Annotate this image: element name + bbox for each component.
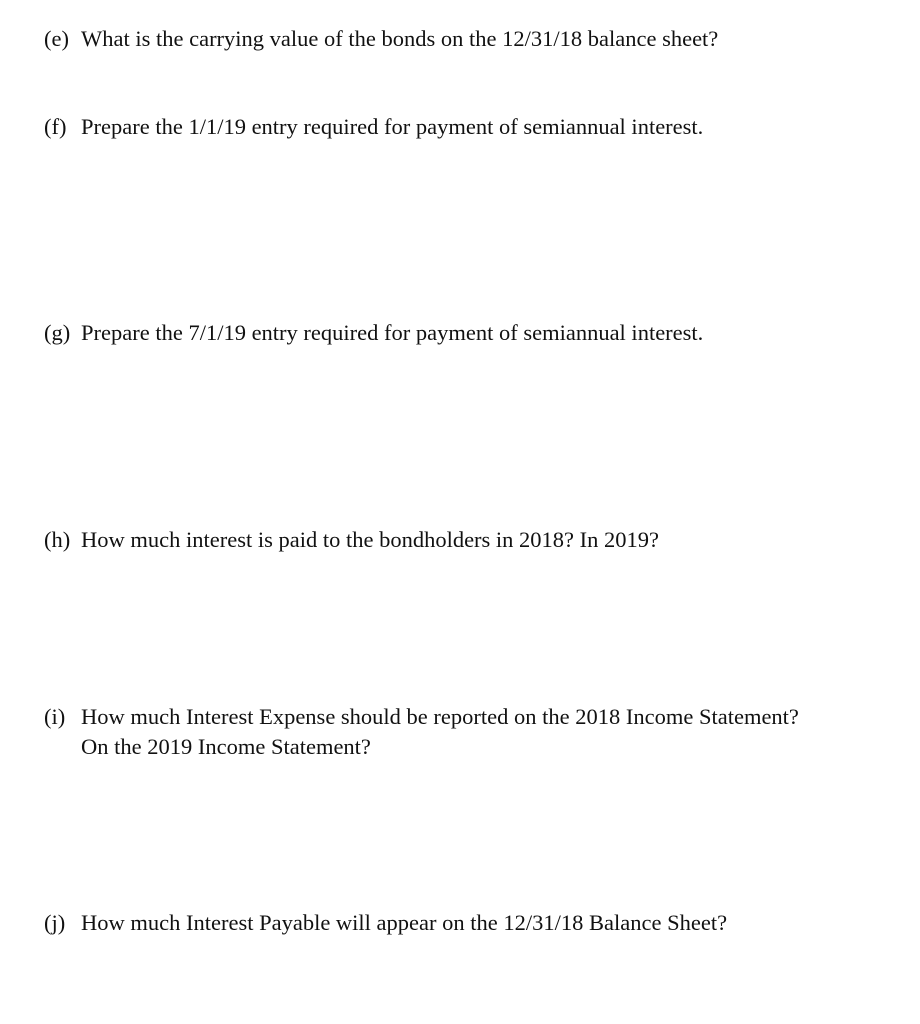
question-label: (g) [44,320,71,345]
question-text: How much interest is paid to the bondholders in 2018? In 2019? [81,527,660,552]
question-label: (h) [44,527,71,552]
question-h [44,525,884,555]
question-label: (i) [44,704,66,729]
question-e [44,24,884,54]
question-text: How much Interest Expense should be reported on the 2018 Income Statement? [81,704,799,729]
question-g [44,318,884,348]
question-text: Prepare the 7/1/19 entry required for payment of semiannual interest. [81,320,704,345]
question-text: What is the carrying value of the bonds on the 12/31/18 balance sheet? [81,26,719,51]
question-i [44,702,884,762]
question-text: Prepare the 1/1/19 entry required for payment of semiannual interest. [81,114,704,139]
question-label: (j) [44,910,66,935]
question-label: (f) [44,114,67,139]
question-f [44,112,884,142]
question-text: How much Interest Payable will appear on the 12/31/18 Balance Sheet? [81,910,728,935]
question-label: (e) [44,26,69,51]
question-text-continuation: On the 2019 Income Statement? [81,734,371,759]
question-j [44,908,884,938]
